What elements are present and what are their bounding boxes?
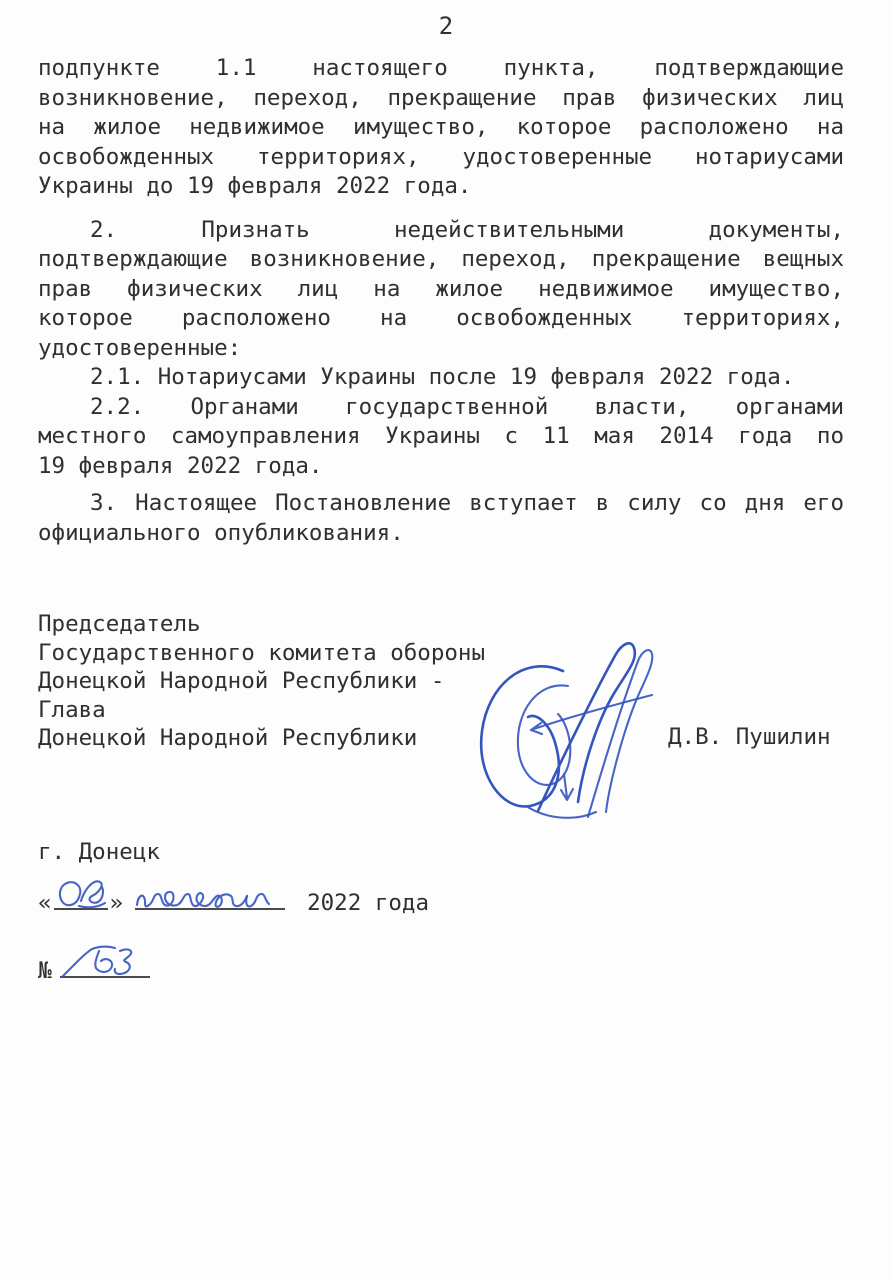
text-line: местного самоуправления Украины с 11 мая 2014 года по (38, 423, 844, 449)
text-line: Украины до 19 февраля 2022 года. (38, 173, 472, 199)
text-line: официального опубликования. (38, 519, 404, 546)
close-quote: » (109, 890, 124, 916)
text-line: 2. Признать недействительными документы, (90, 216, 844, 243)
signature-title-line: Глава (38, 696, 106, 723)
paragraph (38, 363, 844, 393)
paragraph (38, 489, 844, 548)
handwritten-month-icon (135, 884, 285, 910)
paragraph (38, 216, 844, 364)
text-line: удостоверенные: (38, 334, 242, 361)
signer-name: Д.В. Пушилин (668, 724, 831, 750)
signature-scribble-icon (468, 626, 673, 821)
text-line: подпункте 1.1 настоящего пункта, подтверждающие (38, 55, 844, 81)
text-line: подтверждающие возникновение, переход, прекращение вещных (38, 246, 844, 272)
signature-title-line: Председатель (38, 611, 201, 637)
number-sign: № (38, 958, 52, 984)
paragraph (38, 393, 844, 482)
text-line: которое расположено на освобожденных территориях, (38, 305, 844, 331)
signature-title-line: Государственного комитета обороны (38, 639, 486, 666)
text-line: 2.1. Нотариусами Украины после 19 февраля 2022 года. (90, 364, 795, 390)
text-line: освобожденных территориях, удостоверенные нотариусами (38, 143, 844, 170)
text-line: 19 февраля 2022 года. (38, 452, 323, 479)
page-number: 2 (438, 12, 454, 40)
year-text: 2022 года (307, 890, 430, 916)
open-quote: « (38, 890, 52, 916)
handwritten-number-icon (60, 952, 150, 978)
text-line: прав физических лиц на жилое недвижимое имущество, (38, 275, 844, 302)
signature-title-line: Донецкой Народной Республики (38, 725, 418, 751)
text-line: 3. Настоящее Постановление вступает в силу со дня его (90, 490, 844, 516)
number-line (38, 952, 150, 984)
document-body (38, 54, 844, 548)
text-line: 2.2. Органами государственной власти, органами (90, 393, 844, 420)
paragraph (38, 54, 844, 202)
text-line: возникновение, переход, прекращение прав физических лиц (38, 84, 844, 111)
text-line: на жилое недвижимое имущество, которое расположено на (38, 114, 844, 140)
signature-scribble (468, 626, 673, 821)
signature-title-line: Донецкой Народной Республики - (38, 668, 445, 694)
handwritten-day-icon (54, 884, 108, 910)
city-line: г. Донецк (38, 839, 160, 865)
date-line (38, 884, 429, 926)
